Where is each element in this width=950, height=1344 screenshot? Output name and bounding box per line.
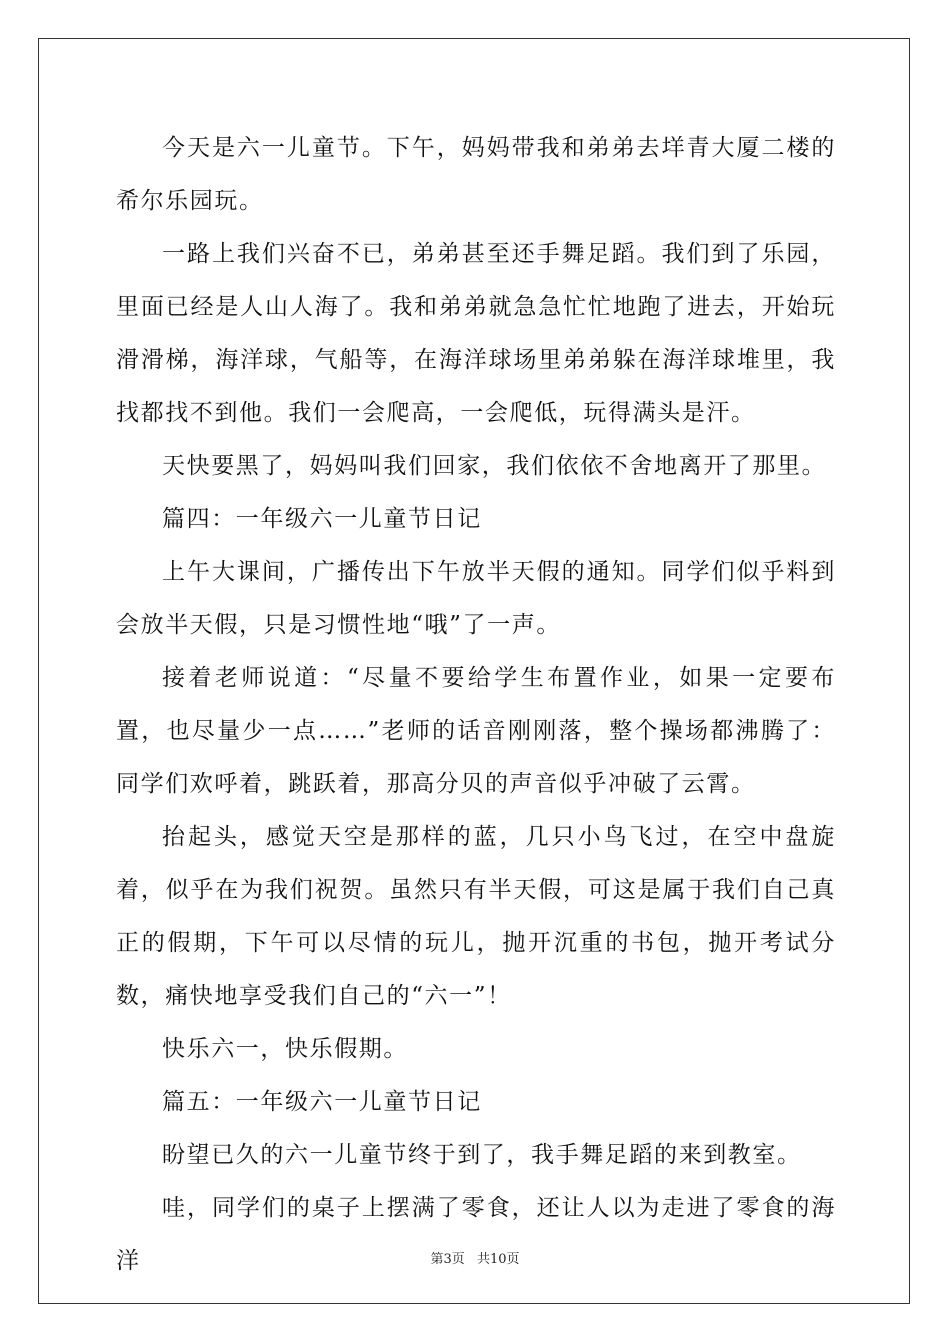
paragraph-8: 快乐六一，快乐假期。 (162, 1036, 408, 1062)
paragraph-3: 天快要黑了，妈妈叫我们回家，我们依依不舍地离开了那里。 (162, 453, 827, 479)
paragraph-6: 接着老师说道：“尽量不要给学生布置作业，如果一定要布置，也尽量少一点……”老师的话音刚刚落，整个操场都沸腾了：同学们欢呼着，跳跃着，那高分贝的声音似乎冲破了云霄。 (116, 665, 836, 797)
paragraph-1: 今天是六一儿童节。下午，妈妈带我和弟弟去垟青大厦二楼的希尔乐园玩。 (116, 135, 836, 214)
paragraph-2: 一路上我们兴奋不已，弟弟甚至还手舞足蹈。我们到了乐园，里面已经是人山人海了。我和弟弟就急急忙忙地跑了进去，开始玩滑滑梯，海洋球，气船等，在海洋球场里弟弟躲在海洋球堆里，我找都找不到他。我们一会爬高，一会爬低，玩得满头是汗。 (116, 241, 836, 426)
section-heading-5: 篇五：一年级六一儿童节日记 (162, 1089, 482, 1115)
paragraph-11: 哇，同学们的桌子上摆满了零食，还让人以为走进了零食的海洋 (116, 1195, 836, 1274)
document-body (116, 122, 836, 1288)
page-total: 共10页 (476, 1252, 520, 1267)
paragraph-5: 上午大课间，广播传出下午放半天假的通知。同学们似乎料到会放半天假，只是习惯性地“哦”了一声。 (116, 559, 836, 638)
paragraph-7: 抬起头，感觉天空是那样的蓝，几只小鸟飞过，在空中盘旋着，似乎在为我们祝贺。虽然只有半天假，可这是属于我们自己真正的假期，下午可以尽情的玩儿，抛开沉重的书包，抛开考试分数，痛快地享受我们自己的“六一”！ (116, 824, 836, 1009)
paragraph-10: 盼望已久的六一儿童节终于到了，我手舞足蹈的来到教室。 (162, 1142, 802, 1168)
page-number: 第3页 (430, 1252, 465, 1267)
page-footer (0, 1248, 950, 1267)
section-heading-4: 篇四：一年级六一儿童节日记 (162, 506, 482, 532)
